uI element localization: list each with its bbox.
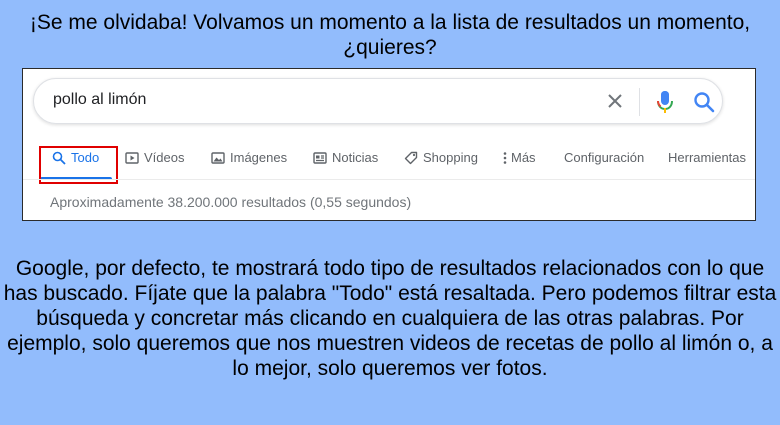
tab-shopping[interactable]	[404, 150, 478, 165]
tab-videos[interactable]	[125, 150, 184, 165]
tab-label: Shopping	[423, 150, 478, 165]
tab-divider	[23, 179, 755, 180]
news-icon	[313, 151, 327, 165]
tab-label: Noticias	[332, 150, 379, 165]
tab-label: Vídeos	[144, 150, 185, 165]
tab-label: Herramientas	[668, 150, 747, 165]
search-box[interactable]	[33, 78, 723, 124]
tab-configuracion[interactable]	[564, 150, 644, 165]
image-icon	[211, 151, 225, 165]
tab-label: Todo	[71, 150, 100, 165]
search-results-screenshot	[22, 68, 756, 221]
search-box-separator	[639, 88, 640, 116]
clear-icon[interactable]	[606, 92, 624, 110]
explanation-text: Google, por defecto, te mostrará todo tipo de resultados relacionados con lo que has buscado. Fíjate que la palabra "Todo" está resaltada. Pero podemos filtrar esta búsqueda y concretar más clicando en cualquiera de las otras palabras. Por ejemplo, solo queremos que nos muestren videos de recetas de pollo al limón o, a lo mejor, solo queremos ver fotos.	[3, 257, 777, 380]
result-stats: Aproximadamente 38.200.000 resultados (0,55 segundos)	[50, 194, 412, 210]
more-vert-icon	[502, 151, 508, 165]
microphone-icon[interactable]	[655, 90, 675, 114]
tag-icon	[404, 151, 418, 165]
tab-imagenes[interactable]	[211, 150, 287, 165]
tab-label: Configuración	[564, 150, 645, 165]
video-icon	[125, 151, 139, 165]
tab-mas[interactable]	[502, 150, 536, 165]
tab-label: Imágenes	[230, 150, 288, 165]
tab-label: Más	[511, 150, 536, 165]
results-tab-bar	[23, 145, 755, 181]
page-heading: ¡Se me olvidaba! Volvamos un momento a la lista de resultados un momento, ¿quieres?	[29, 11, 751, 59]
search-icon[interactable]	[693, 91, 715, 113]
search-input[interactable]: pollo al limón	[53, 91, 147, 108]
tab-herramientas[interactable]	[668, 150, 746, 165]
tab-noticias[interactable]	[313, 150, 378, 165]
